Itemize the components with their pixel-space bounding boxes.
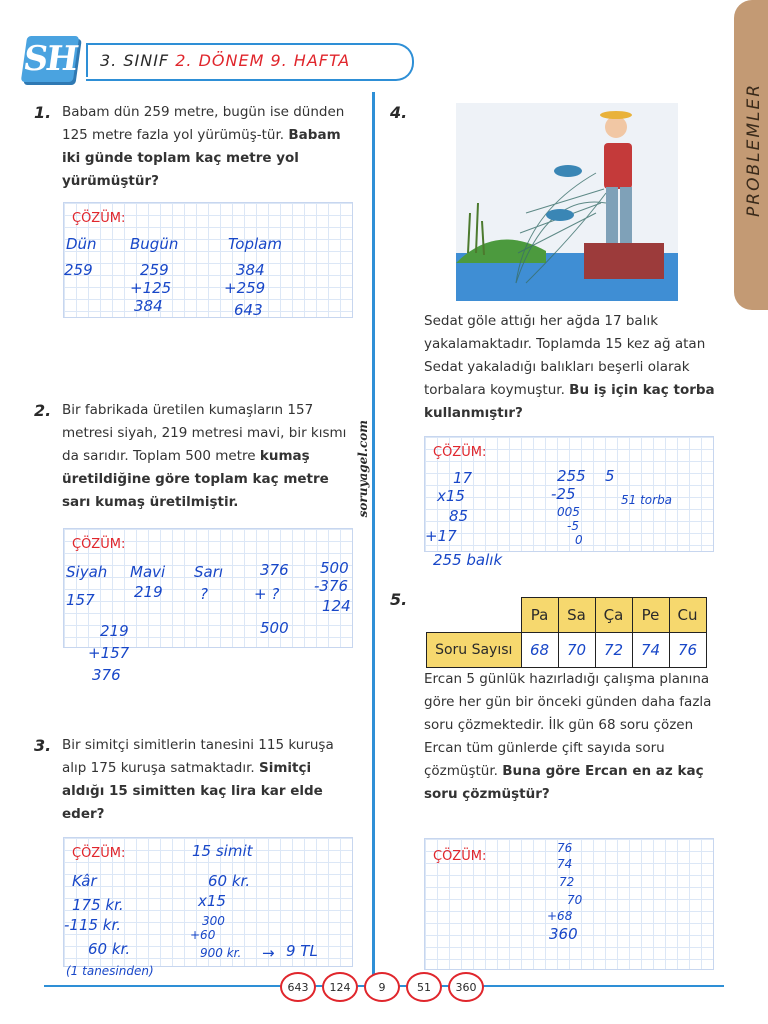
- q5-text: [424, 668, 720, 806]
- q3-m-c: 300: [202, 914, 225, 928]
- q2-mavi: Mavi: [130, 563, 166, 581]
- q3-solution-label: ÇÖZÜM:: [72, 846, 126, 861]
- q5-day: Pe: [632, 598, 669, 633]
- q1-solution-label: ÇÖZÜM:: [72, 211, 126, 226]
- q5-value: 76: [669, 633, 706, 668]
- q5-day: Pa: [521, 598, 558, 633]
- q3-res: 60 kr.: [88, 940, 131, 958]
- brand-logo: [21, 36, 79, 82]
- q5-day: Sa: [558, 598, 595, 633]
- answer-pill: 9: [364, 972, 400, 1002]
- q4-m-c: 85: [449, 507, 469, 525]
- q3-note: (1 tanesinden): [66, 964, 154, 978]
- q3-b: -115 kr.: [64, 916, 122, 934]
- q5-value: 74: [632, 633, 669, 668]
- answer-pill: 360: [448, 972, 484, 1002]
- q4-d-c: -25: [551, 485, 576, 503]
- q2-sub-a: 500: [320, 559, 349, 577]
- q1-col3-head: Toplam: [228, 235, 282, 253]
- q5-table: [426, 597, 707, 668]
- q5-header-row: [427, 598, 707, 633]
- q4-text-bold: Bu iş için kaç torba kullanmıştır?: [424, 382, 715, 421]
- q1-col2-head: Bugün: [130, 235, 179, 253]
- q5-work-d: 70: [567, 893, 583, 907]
- q1-col2-b: +125: [130, 279, 172, 297]
- q3-m-d: +60: [190, 928, 216, 942]
- q5-day: Cu: [669, 598, 706, 633]
- q1-text-bold: Babam iki günde toplam kaç metre yol yürümüştür?: [62, 127, 341, 189]
- page-title: [100, 51, 350, 70]
- answer-pill: 643: [280, 972, 316, 1002]
- q1-solution-box: [63, 202, 353, 318]
- q4-d-res: 51 torba: [621, 493, 673, 507]
- q2-number: 2.: [34, 401, 52, 420]
- q3-title: 15 simit: [192, 842, 253, 860]
- q2-sum-b: + ?: [254, 585, 280, 603]
- q5-value-row: [427, 633, 707, 668]
- q2-siyah: Siyah: [66, 563, 108, 581]
- grade-label: 3. SINIF: [100, 51, 170, 70]
- q3-m-res: 900 kr.: [200, 946, 242, 960]
- q5-day: Ça: [595, 598, 632, 633]
- q2-solution-label: ÇÖZÜM:: [72, 537, 126, 552]
- q1-col3-sum: 643: [234, 301, 263, 319]
- q2-siyah-val: 157: [66, 591, 95, 609]
- q3-kar: Kâr: [72, 872, 97, 890]
- q4-d-d: 005: [557, 505, 580, 519]
- q2-text: [62, 399, 358, 514]
- header-box-edge: [86, 43, 88, 77]
- q5-text-bold: Buna göre Ercan en az kaç soru çözmüştür?: [424, 763, 704, 802]
- q2-sub-res: 124: [322, 597, 351, 615]
- q3-m-b: x15: [198, 892, 226, 910]
- q5-value: 68: [521, 633, 558, 668]
- q5-number: 5.: [390, 590, 408, 609]
- answer-key: [280, 972, 484, 1002]
- q5-value: 70: [558, 633, 595, 668]
- q5-empty-cell: [427, 598, 522, 633]
- q4-solution-box: [424, 436, 714, 569]
- q2-add-res: 376: [92, 666, 121, 684]
- q3-a: 175 kr.: [72, 896, 124, 914]
- q3-arrow: →: [262, 944, 275, 962]
- answer-pill: 51: [406, 972, 442, 1002]
- q1-col2-a: 259: [140, 261, 169, 279]
- q1-number: 1.: [34, 103, 52, 122]
- q1-col1-val: 259: [64, 261, 93, 279]
- q3-m-a: 60 kr.: [208, 872, 251, 890]
- q2-sum-total: 500: [260, 619, 289, 637]
- q4-d-f: 0: [575, 533, 583, 547]
- q1-col1-head: Dün: [66, 235, 97, 253]
- q1-col3-a: 384: [236, 261, 265, 279]
- q2-sum-a: 376: [260, 561, 289, 579]
- q2-sub-b: -376: [314, 577, 349, 595]
- q4-solution-label: ÇÖZÜM:: [433, 445, 487, 460]
- q4-m-d: +17: [425, 527, 457, 545]
- term-label: 2. DÖNEM 9. HAFTA: [175, 51, 351, 70]
- q5-text-plain: Ercan 5 günlük hazırladığı çalışma planına göre her gün bir önceki günden daha fazla soru çözmektedir. İlk gün 68 soru çözen Ercan tüm günlerde çift sayıda soru çözmüştür.: [424, 671, 712, 779]
- q3-text: [62, 734, 358, 826]
- q1-col2-sum: 384: [134, 297, 163, 315]
- q4-d-a: 255: [557, 467, 586, 485]
- q1-col3-b: +259: [224, 279, 266, 297]
- logo-text: SH: [20, 39, 80, 79]
- column-divider: [372, 92, 375, 982]
- q4-text: [424, 310, 720, 425]
- q2-text-bold: kumaş üretildiğine göre toplam kaç metre sarı kumaş üretilmiştir.: [62, 448, 329, 510]
- q2-text-plain: Bir fabrikada üretilen kumaşların 157 metresi siyah, 219 metresi mavi, bir kısmı da sarıdır. Toplam 500 metre: [62, 402, 347, 464]
- q4-d-e: -5: [567, 519, 579, 533]
- q5-solution-label: ÇÖZÜM:: [433, 849, 487, 864]
- q4-m-res: 255 balık: [433, 551, 503, 569]
- side-tab-label: PROBLEMLER: [744, 83, 764, 218]
- q2-add-a: 219: [100, 622, 129, 640]
- q3-text-bold: Simitçi aldığı 15 simitten kaç lira kar elde eder?: [62, 760, 323, 822]
- q5-work-c: 72: [559, 875, 575, 889]
- q2-sari-val: ?: [200, 585, 208, 603]
- watermark: soruyagel.com: [356, 420, 370, 518]
- q4-text-plain: Sedat göle attığı her ağda 17 balık yakalamaktadır. Toplamda 15 kez ağ atan Sedat yakaladığı balıkları beşerli olarak torbalara koymuştur.: [424, 313, 706, 398]
- q2-sari: Sarı: [194, 563, 224, 581]
- q3-number: 3.: [34, 736, 52, 755]
- q5-work-e: +68: [547, 909, 573, 923]
- q3-final: 9 TL: [286, 942, 318, 960]
- q4-number: 4.: [390, 103, 408, 122]
- q2-mavi-val: 219: [134, 583, 163, 601]
- q4-d-b: 5: [605, 467, 615, 485]
- q5-work-b: 74: [557, 857, 573, 871]
- q5-work-a: 76: [557, 841, 573, 855]
- q4-m-a: 17: [453, 469, 473, 487]
- q2-add-b: +157: [88, 644, 130, 662]
- q3-text-plain: Bir simitçi simitlerin tanesini 115 kuruşa alıp 175 kuruşa satmaktadır.: [62, 737, 334, 776]
- q5-value: 72: [595, 633, 632, 668]
- q5-work-res: 360: [549, 925, 578, 943]
- answer-pill: 124: [322, 972, 358, 1002]
- q5-row-label: Soru Sayısı: [427, 633, 522, 668]
- q1-text: [62, 101, 358, 193]
- q5-solution-box: [424, 838, 714, 970]
- q3-solution-box: [63, 837, 353, 967]
- q4-m-b: x15: [437, 487, 465, 505]
- fisherman-illustration: [456, 103, 678, 301]
- q1-text-plain: Babam dün 259 metre, bugün ise dünden 125 metre fazla yol yürümüş-tür.: [62, 104, 345, 143]
